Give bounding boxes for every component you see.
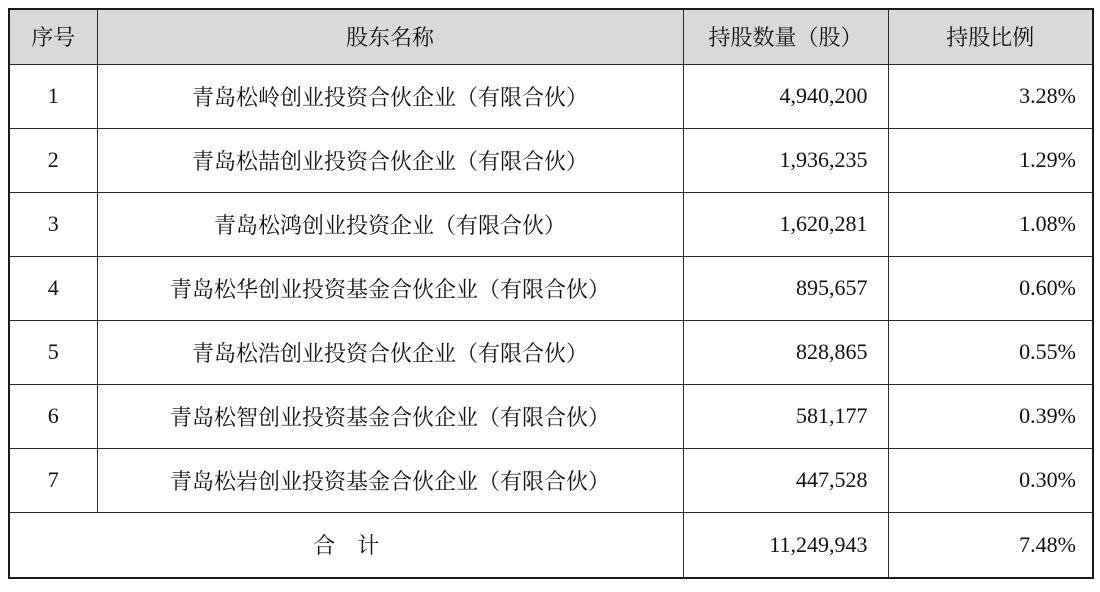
shares-value: 581,177 <box>683 384 888 448</box>
shareholder-table <box>8 8 1094 579</box>
shareholder-name: 青岛松华创业投资基金合伙企业（有限合伙） <box>97 256 683 320</box>
table-row <box>9 64 1093 128</box>
shareholder-name: 青岛松浩创业投资合伙企业（有限合伙） <box>97 320 683 384</box>
shareholder-name: 青岛松岩创业投资基金合伙企业（有限合伙） <box>97 448 683 512</box>
shareholder-name: 青岛松岭创业投资合伙企业（有限合伙） <box>97 64 683 128</box>
total-row <box>9 512 1093 578</box>
ratio-value: 1.08% <box>888 192 1093 256</box>
ratio-value: 0.30% <box>888 448 1093 512</box>
row-index: 7 <box>9 448 97 512</box>
table-row <box>9 192 1093 256</box>
row-index: 6 <box>9 384 97 448</box>
total-ratio-value: 7.48% <box>888 512 1093 578</box>
total-shares-value: 11,249,943 <box>683 512 888 578</box>
table-row <box>9 320 1093 384</box>
ratio-value: 0.55% <box>888 320 1093 384</box>
shares-value: 828,865 <box>683 320 888 384</box>
table-row <box>9 256 1093 320</box>
ratio-value: 3.28% <box>888 64 1093 128</box>
shares-value: 4,940,200 <box>683 64 888 128</box>
row-index: 4 <box>9 256 97 320</box>
ratio-value: 0.39% <box>888 384 1093 448</box>
shareholder-name: 青岛松鸿创业投资企业（有限合伙） <box>97 192 683 256</box>
ratio-value: 1.29% <box>888 128 1093 192</box>
header-index: 序号 <box>9 9 97 64</box>
row-index: 5 <box>9 320 97 384</box>
header-shareholder-name: 股东名称 <box>97 9 683 64</box>
header-shares: 持股数量（股） <box>683 9 888 64</box>
shares-value: 895,657 <box>683 256 888 320</box>
ratio-value: 0.60% <box>888 256 1093 320</box>
shares-value: 447,528 <box>683 448 888 512</box>
table-row <box>9 128 1093 192</box>
header-ratio: 持股比例 <box>888 9 1093 64</box>
total-label: 合 计 <box>9 512 683 578</box>
row-index: 3 <box>9 192 97 256</box>
shares-value: 1,620,281 <box>683 192 888 256</box>
table-row <box>9 384 1093 448</box>
row-index: 2 <box>9 128 97 192</box>
shareholder-name: 青岛松智创业投资基金合伙企业（有限合伙） <box>97 384 683 448</box>
shares-value: 1,936,235 <box>683 128 888 192</box>
row-index: 1 <box>9 64 97 128</box>
shareholder-name: 青岛松喆创业投资合伙企业（有限合伙） <box>97 128 683 192</box>
header-row <box>9 9 1093 64</box>
table-row <box>9 448 1093 512</box>
